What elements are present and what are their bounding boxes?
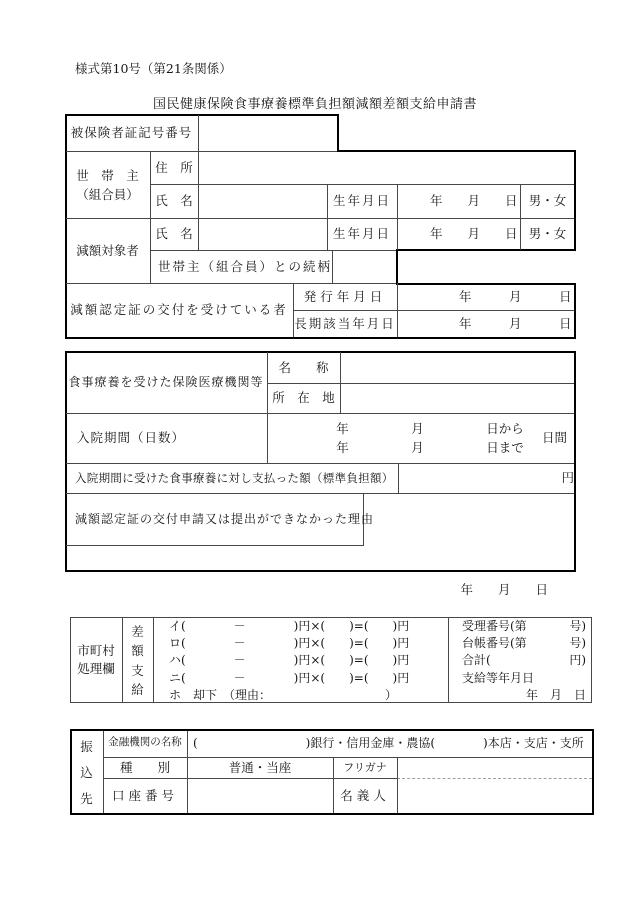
bank-name-field[interactable]: ( )銀行・信用金庫・農協( )本店・支店・支所 xyxy=(193,735,584,750)
insured-card-number-field[interactable] xyxy=(199,116,337,150)
calc-row-i[interactable]: イ( － )円×( )=( )円 xyxy=(169,619,410,634)
reason-label: 減額認定証の交付申請又は提出ができなかった理由 xyxy=(75,511,375,526)
calc-row-ha[interactable]: ハ( － )円×( )=( )円 xyxy=(169,653,410,668)
paid-amount-label: 入院期間に受けた食事療養に対し支払った額（標準負担額） xyxy=(75,470,394,485)
municipal-label-line2: 処理欄 xyxy=(77,661,115,676)
vertical-char: 額 xyxy=(131,643,144,659)
furigana-field[interactable] xyxy=(398,758,591,777)
reason-field[interactable] xyxy=(364,494,573,544)
householder-sex-selector[interactable]: 男・女 xyxy=(528,193,567,209)
account-number-field[interactable] xyxy=(188,779,332,812)
total-row[interactable] xyxy=(448,651,591,668)
account-type-label: 種 別 xyxy=(119,759,170,775)
payment-date-value-row[interactable] xyxy=(448,686,591,703)
address-label: 住 所 xyxy=(155,159,193,175)
target-birthdate-label: 生年月日 xyxy=(332,226,391,242)
grid-line xyxy=(396,249,398,285)
transfer-section-label xyxy=(70,737,103,807)
vertical-char: 差 xyxy=(131,624,144,639)
receipt-number-label: 受理番号(第 xyxy=(462,619,527,634)
reason-field-continued[interactable] xyxy=(66,546,573,569)
form-number: 様式第10号（第21条関係） xyxy=(75,61,232,77)
target-name-label: 氏 名 xyxy=(155,226,193,242)
grid-line xyxy=(70,813,594,815)
ledger-number-suffix: 号) xyxy=(569,636,586,651)
receipt-number-suffix: 号) xyxy=(569,619,586,634)
bank-name-label: 金融機関の名称 xyxy=(108,736,182,749)
calc-row-ni[interactable]: ニ( － )円×( )=( )円 xyxy=(169,670,410,685)
period-from: 年 月 日から xyxy=(336,421,524,436)
householder-name-field[interactable] xyxy=(199,185,326,217)
account-holder-field[interactable] xyxy=(398,779,591,812)
facility-name-field[interactable] xyxy=(341,352,574,383)
provider-label: 食事療養を受けた保険医療機関等 xyxy=(68,375,264,389)
calculation-rows xyxy=(153,617,448,703)
householder-address-field[interactable] xyxy=(199,152,574,183)
municipal-right-column xyxy=(448,617,591,703)
municipal-section-label xyxy=(70,617,122,703)
paid-amount-field[interactable]: 円 xyxy=(561,470,574,486)
period-label: 入院期間（日数） xyxy=(77,430,186,446)
municipal-label-line1: 市町村 xyxy=(77,643,115,658)
relation-field[interactable] xyxy=(333,251,396,282)
longterm-date-label: 長期該当年月日 xyxy=(294,315,396,331)
card-number-label: 被保険者証記号番号 xyxy=(70,125,193,141)
householder-label-line2: （組合員） xyxy=(76,186,139,202)
reduction-target-label: 減額対象者 xyxy=(76,242,139,258)
facility-name-label: 名 称 xyxy=(278,359,329,375)
account-type-selector[interactable]: 普通・当座 xyxy=(228,759,292,775)
payment-date-label: 支給等年月日 xyxy=(462,670,535,685)
reject-row[interactable]: ホ 却下 （理由： ） xyxy=(169,687,398,702)
account-holder-label: 名義人 xyxy=(340,787,390,803)
difference-payment-vertical-label xyxy=(122,622,153,698)
target-sex-selector[interactable]: 男・女 xyxy=(528,226,567,242)
calc-row-ro[interactable]: ロ( － )円×( )=( )円 xyxy=(169,636,410,651)
householder-name-label: 氏 名 xyxy=(155,193,193,209)
grid-line xyxy=(591,617,592,703)
payment-date-row[interactable] xyxy=(448,669,591,686)
target-birthdate-field[interactable]: 年 月 日 xyxy=(430,226,518,242)
vertical-char: 先 xyxy=(80,791,93,806)
application-date-field[interactable]: 年 月 日 xyxy=(460,582,548,598)
account-number-label: 口座番号 xyxy=(111,787,178,803)
ledger-number-label: 台帳番号(第 xyxy=(462,636,527,651)
grid-line xyxy=(337,114,339,152)
payment-date-value: 年 月 日 xyxy=(525,687,586,702)
householder-birthdate-label: 生年月日 xyxy=(332,193,391,209)
total-suffix: 円) xyxy=(569,653,586,668)
vertical-char: 込 xyxy=(80,765,93,780)
period-to: 年 月 日まで xyxy=(336,440,524,455)
grid-line xyxy=(65,570,576,572)
ledger-number-row[interactable] xyxy=(448,634,591,651)
relation-label: 世帯主（組合員）との続柄 xyxy=(158,258,333,274)
householder-label xyxy=(65,151,150,218)
days-field[interactable]: 日間 xyxy=(541,430,567,446)
location-field[interactable] xyxy=(341,383,574,413)
issue-date-label: 発行年月日 xyxy=(303,288,387,304)
longterm-date-field[interactable]: 年 月 日 xyxy=(459,315,572,331)
householder-birthdate-field[interactable]: 年 月 日 xyxy=(430,193,518,209)
vertical-char: 支 xyxy=(131,662,144,678)
vertical-char: 振 xyxy=(80,739,93,754)
householder-label-line1: 世 帯 主 xyxy=(76,167,139,183)
target-name-field[interactable] xyxy=(199,219,326,249)
certificate-holder-label: 減額認定証の交付を受けている者 xyxy=(70,302,288,318)
location-label: 所 在 地 xyxy=(272,390,335,406)
grid-line xyxy=(65,337,576,339)
total-label: 合計( xyxy=(462,653,491,668)
issue-date-field[interactable]: 年 月 日 xyxy=(459,288,572,304)
receipt-number-row[interactable] xyxy=(448,617,591,634)
page-title: 国民健康保険食事療養標準負担額減額差額支給申請書 xyxy=(152,97,477,112)
vertical-char: 給 xyxy=(131,681,144,697)
furigana-label: フリガナ xyxy=(343,760,387,774)
